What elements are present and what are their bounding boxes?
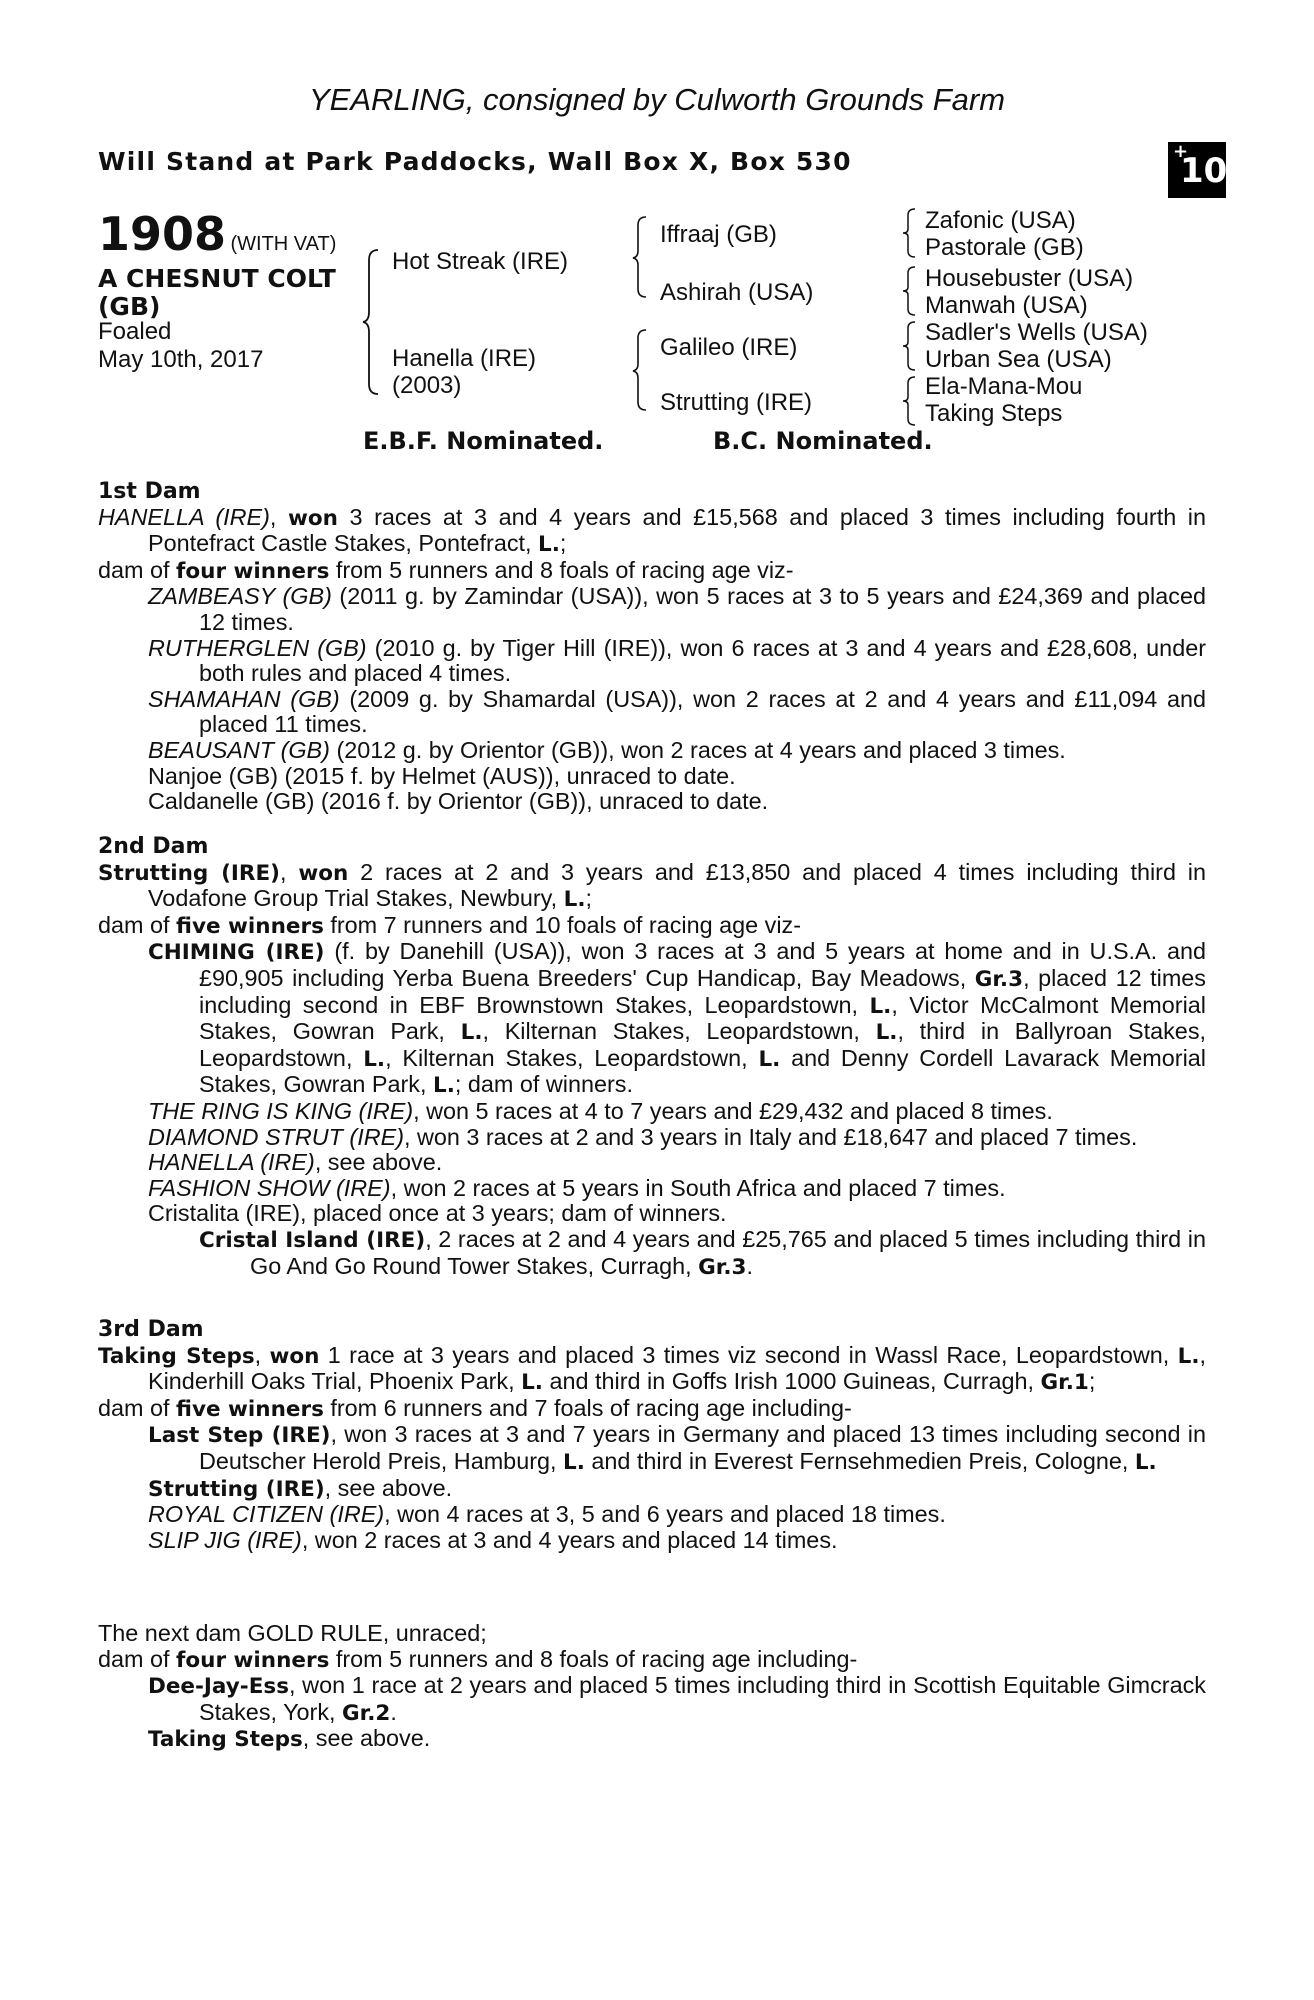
dam-of-text: dam of: [98, 556, 177, 583]
winners-count: four winners: [176, 558, 330, 584]
produce-text: , won 3 races at 3 and 7 years in Germany and placed 13 times including second in Deutscher Herold Preis, Hamburg,: [199, 1421, 1206, 1474]
stand-location: Will Stand at Park Paddocks, Wall Box X, Box 530: [98, 147, 852, 176]
second-dam-name: Strutting (IRE): [98, 860, 281, 886]
produce-entry: [98, 687, 1206, 738]
first-dam-record: HANELLA (IRE), won 3 races at 3 and 4 years and £15,568 and placed 3 times including fourth in Pontefract Castle Stakes, Pontefract, L.;: [98, 503, 1206, 558]
g3-sadlers-wells: Sadler's Wells (USA): [925, 319, 1148, 346]
dam-of-rest: from 6 runners and 7 foals of racing age including-: [323, 1394, 852, 1421]
lot-number: 1908: [98, 207, 227, 261]
punct: ,: [280, 858, 287, 885]
listed-mark: L.: [363, 1046, 386, 1072]
produce-entry-chiming: [98, 939, 1206, 1099]
record-text: and third in Goffs Irish 1000 Guineas, Curragh,: [542, 1368, 1041, 1395]
listed-mark: L.: [1177, 1343, 1200, 1369]
produce-name: Dee-Jay-Ess: [148, 1674, 289, 1700]
punct: .: [746, 1252, 753, 1279]
produce-entry: [98, 1099, 1206, 1125]
produce-text: , won 2 races at 5 years in South Africa and placed 7 times.: [390, 1174, 1006, 1201]
produce-entry: [98, 1502, 1206, 1528]
produce-text: and Denny Cordell Lavarack Memorial Stakes, Gowran Park,: [199, 1044, 1206, 1098]
pedigree-brace-gen1: [360, 248, 384, 396]
listed-mark: L.: [460, 1020, 483, 1046]
produce-text: , won 4 races at 3, 5 and 6 years and placed 18 times.: [384, 1501, 946, 1528]
produce-text: , won 2 races at 3 and 4 years and placed 14 times.: [301, 1526, 838, 1553]
dam-of-text: dam of: [98, 1645, 177, 1672]
g3-taking-steps: Taking Steps: [925, 400, 1063, 427]
g3-urban-sea: Urban Sea (USA): [925, 346, 1112, 373]
group-mark: Gr.2: [342, 1700, 391, 1726]
dam-of-rest: from 5 runners and 8 foals of racing age including-: [329, 1645, 858, 1672]
second-dam-record: [98, 860, 1206, 913]
unraced-entry: Nanjoe (GB) (2015 f. by Helmet (AUS)), unraced to date.: [148, 762, 736, 789]
produce-text: , 2 races at 2 and 4 years and £25,765 and placed 5 times including third in Go And Go Round Tower Stakes, Curragh,: [250, 1225, 1206, 1279]
dam-of-text: dam of: [98, 1394, 177, 1421]
produce-text: (2011 g. by Zamindar (USA)), won 5 races at 3 to 5 years and £24,369 and placed 12 times.: [199, 583, 1206, 635]
punct: ;: [585, 885, 592, 912]
g3-zafonic: Zafonic (USA): [925, 207, 1076, 234]
listed-mark: L.: [563, 887, 586, 913]
foaled-label: Foaled: [98, 318, 172, 345]
next-dam-section: [98, 1621, 1206, 1753]
listed-mark: L.: [869, 993, 892, 1019]
group-mark: Gr.3: [974, 966, 1024, 992]
dam-of-rest: from 7 runners and 10 foals of racing age viz-: [323, 911, 802, 938]
punct: ,: [254, 1341, 262, 1368]
listed-mark: L.: [538, 532, 560, 558]
listed-mark: L.: [758, 1046, 781, 1072]
produce-text: , see above.: [324, 1474, 453, 1501]
produce-name: Strutting (IRE): [148, 1476, 325, 1502]
produce-name: BEAUSANT (GB): [148, 736, 330, 763]
unraced-entry: Caldanelle (GB) (2016 f. by Orientor (GB)), unraced to date.: [148, 788, 769, 815]
produce-text: , Kilternan Stakes, Leopardstown,: [482, 1018, 876, 1045]
foaled-date: May 10th, 2017: [98, 346, 264, 373]
won-label: won: [287, 505, 338, 531]
produce-entry: [98, 1125, 1206, 1151]
punct: ;: [559, 530, 567, 557]
listed-mark: L.: [1134, 1449, 1157, 1475]
produce-entry: [98, 1528, 1206, 1554]
produce-entry: [98, 1673, 1206, 1726]
produce-name: RUTHERGLEN (GB): [148, 634, 367, 661]
produce-name: THE RING IS KING (IRE): [148, 1097, 414, 1124]
produce-name: Cristal Island (IRE): [199, 1227, 426, 1253]
lot-heading: [98, 207, 336, 261]
listed-mark: L.: [563, 1449, 585, 1475]
produce-name: SLIP JIG (IRE): [148, 1526, 302, 1553]
produce-entry: [98, 1476, 1206, 1503]
won-label: won: [298, 860, 349, 886]
produce-name: Last Step (IRE): [148, 1423, 331, 1449]
punct: ;: [1088, 1368, 1096, 1395]
ebf-nominated: E.B.F. Nominated.: [363, 427, 604, 455]
first-dam-section: [98, 479, 1206, 815]
produce-text: , placed 12 times including second in EBF Brownstown Stakes, Leopardstown,: [199, 964, 1207, 1018]
badge-plus: +: [1173, 141, 1189, 162]
g3-pastorale: Pastorale (GB): [925, 234, 1084, 261]
third-dam-section: [98, 1317, 1206, 1553]
consignor-line: YEARLING, consigned by Culworth Grounds Farm: [308, 82, 1006, 117]
produce-text: (2012 g. by Orientor (GB)), won 2 races at 4 years and placed 3 times.: [329, 736, 1066, 763]
listed-mark: L.: [433, 1073, 455, 1099]
produce-name: ROYAL CITIZEN (IRE): [148, 1501, 385, 1528]
produce-text: , Victor McCalmont Memorial Stakes, Gowran Park,: [199, 991, 1206, 1045]
next-dam-line: The next dam GOLD RULE, unraced;: [98, 1620, 487, 1646]
produce-text: , won 3 races at 2 and 3 years in Italy and £18,647 and placed 7 times.: [403, 1123, 1138, 1150]
first-dam-name: HANELLA (IRE): [98, 503, 270, 530]
listed-mark: L.: [521, 1370, 543, 1396]
produce-text: , won 5 races at 4 to 7 years and £29,432 and placed 8 times.: [413, 1097, 1053, 1124]
dam-of-rest: from 5 runners and 8 foals of racing age viz-: [329, 556, 794, 583]
group-mark: Gr.3: [698, 1254, 747, 1280]
grandproduce-entry: [98, 1227, 1206, 1280]
dam-dam: Strutting (IRE): [660, 389, 813, 416]
produce-entry: [98, 1150, 1206, 1176]
produce-entry: [98, 1726, 1206, 1753]
brace-g3-4: [900, 375, 920, 427]
sire-dam: Ashirah (USA): [660, 279, 814, 306]
brace-g3-1: [900, 207, 920, 259]
third-dam-produce-summary: [98, 1396, 1206, 1423]
produce-name: Taking Steps: [148, 1727, 303, 1753]
second-dam-section: [98, 834, 1206, 1280]
produce-text: (2009 g. by Shamardal (USA)), won 2 races at 2 and 4 years and £11,094 and placed 11 times.: [199, 685, 1206, 738]
g3-ela-mana-mou: Ela-Mana-Mou: [925, 373, 1083, 400]
produce-text: and third in Everest Fernsehmedien Preis, Cologne,: [584, 1447, 1135, 1474]
second-dam-produce-summary: [98, 913, 1206, 940]
produce-entry: [98, 738, 1206, 764]
produce-text: , third in Ballyroan Stakes, Leopardstown,: [199, 1018, 1207, 1071]
produce-entry: [98, 1176, 1206, 1202]
brace-g3-3: [900, 320, 920, 372]
produce-text: , won 1 race at 2 years and placed 5 times including third in Scottish Equitable Gimcrack Stakes, York,: [199, 1672, 1206, 1725]
vat-note: (WITH VAT): [230, 233, 337, 255]
dam-sire: Galileo (IRE): [660, 334, 798, 361]
winners-count: five winners: [176, 913, 324, 939]
first-dam-record-text: 3 races at 3 and 4 years and £15,568 and placed 3 times including fourth in Pontefract Castle Stakes, Pontefract,: [148, 503, 1206, 557]
produce-entry-cristalita: Cristalita (IRE), placed once at 3 years; dam of winners.: [148, 1200, 727, 1227]
listed-mark: L.: [875, 1020, 898, 1046]
produce-text: ; dam of winners.: [454, 1071, 633, 1098]
produce-text: , see above.: [314, 1149, 443, 1176]
third-dam-record: [98, 1343, 1206, 1396]
next-dam-produce-summary: [98, 1647, 1206, 1674]
third-dam-name: Taking Steps: [98, 1343, 255, 1369]
sire-sire: Iffraaj (GB): [660, 221, 777, 248]
bc-nominated: B.C. Nominated.: [713, 427, 933, 455]
pedigree-brace-dam: [630, 328, 652, 413]
produce-name: CHIMING (IRE): [148, 940, 325, 966]
record-text: 1 race at 3 years and placed 3 times viz second in Wassl Race, Leopardstown,: [319, 1341, 1178, 1368]
produce-text: , Kilternan Stakes, Leopardstown,: [385, 1044, 759, 1071]
second-dam-record-text: 2 races at 2 and 3 years and £13,850 and placed 4 times including third in Vodafone Group Trial Stakes, Newbury,: [148, 858, 1207, 912]
produce-name: SHAMAHAN (GB): [148, 685, 340, 712]
produce-name: HANELLA (IRE): [148, 1149, 315, 1176]
produce-text: (f. by Danehill (USA)), won 3 races at 3 and 5 years at home and in U.S.A. and £90,905 including Yerba Buena Breeders' Cup Handicap, Bay Meadows,: [199, 938, 1206, 991]
first-dam-heading: 1st Dam: [98, 479, 201, 504]
g3-housebuster: Housebuster (USA): [925, 265, 1134, 292]
third-dam-heading: 3rd Dam: [98, 1317, 204, 1342]
first-dam-produce-summary: [98, 558, 1206, 585]
colt-origin: (GB): [98, 292, 161, 321]
brace-g3-2: [900, 265, 920, 317]
second-dam-heading: 2nd Dam: [98, 834, 209, 859]
won-label: won: [269, 1343, 320, 1369]
colt-description: A CHESNUT COLT: [98, 264, 336, 293]
group-mark: Gr.1: [1040, 1370, 1089, 1396]
pedigree-brace-sire: [630, 215, 652, 300]
price-badge: [1168, 142, 1226, 198]
dam-year: (2003): [392, 372, 462, 399]
produce-text: , see above.: [302, 1725, 431, 1752]
produce-text: (2010 g. by Tiger Hill (IRE)), won 6 races at 3 and 4 years and £28,608, under both rules and placed 4 times.: [199, 634, 1206, 687]
produce-entry: [98, 584, 1206, 635]
produce-name: FASHION SHOW (IRE): [148, 1174, 391, 1201]
produce-entry: [98, 636, 1206, 687]
g3-manwah: Manwah (USA): [925, 292, 1088, 319]
sire: Hot Streak (IRE): [392, 248, 569, 275]
dam-of-text: dam of: [98, 911, 177, 938]
produce-name: ZAMBEASY (GB): [148, 583, 332, 610]
produce-entry: [98, 1422, 1206, 1475]
punct: .: [390, 1698, 397, 1725]
record-text: , Kinderhill Oaks Trial, Phoenix Park,: [148, 1341, 1207, 1395]
produce-name: DIAMOND STRUT (IRE): [148, 1123, 404, 1150]
winners-count: four winners: [176, 1647, 330, 1673]
dam: Hanella (IRE): [392, 345, 537, 372]
winners-count: five winners: [176, 1396, 324, 1422]
badge-number: 10: [1180, 151, 1228, 191]
